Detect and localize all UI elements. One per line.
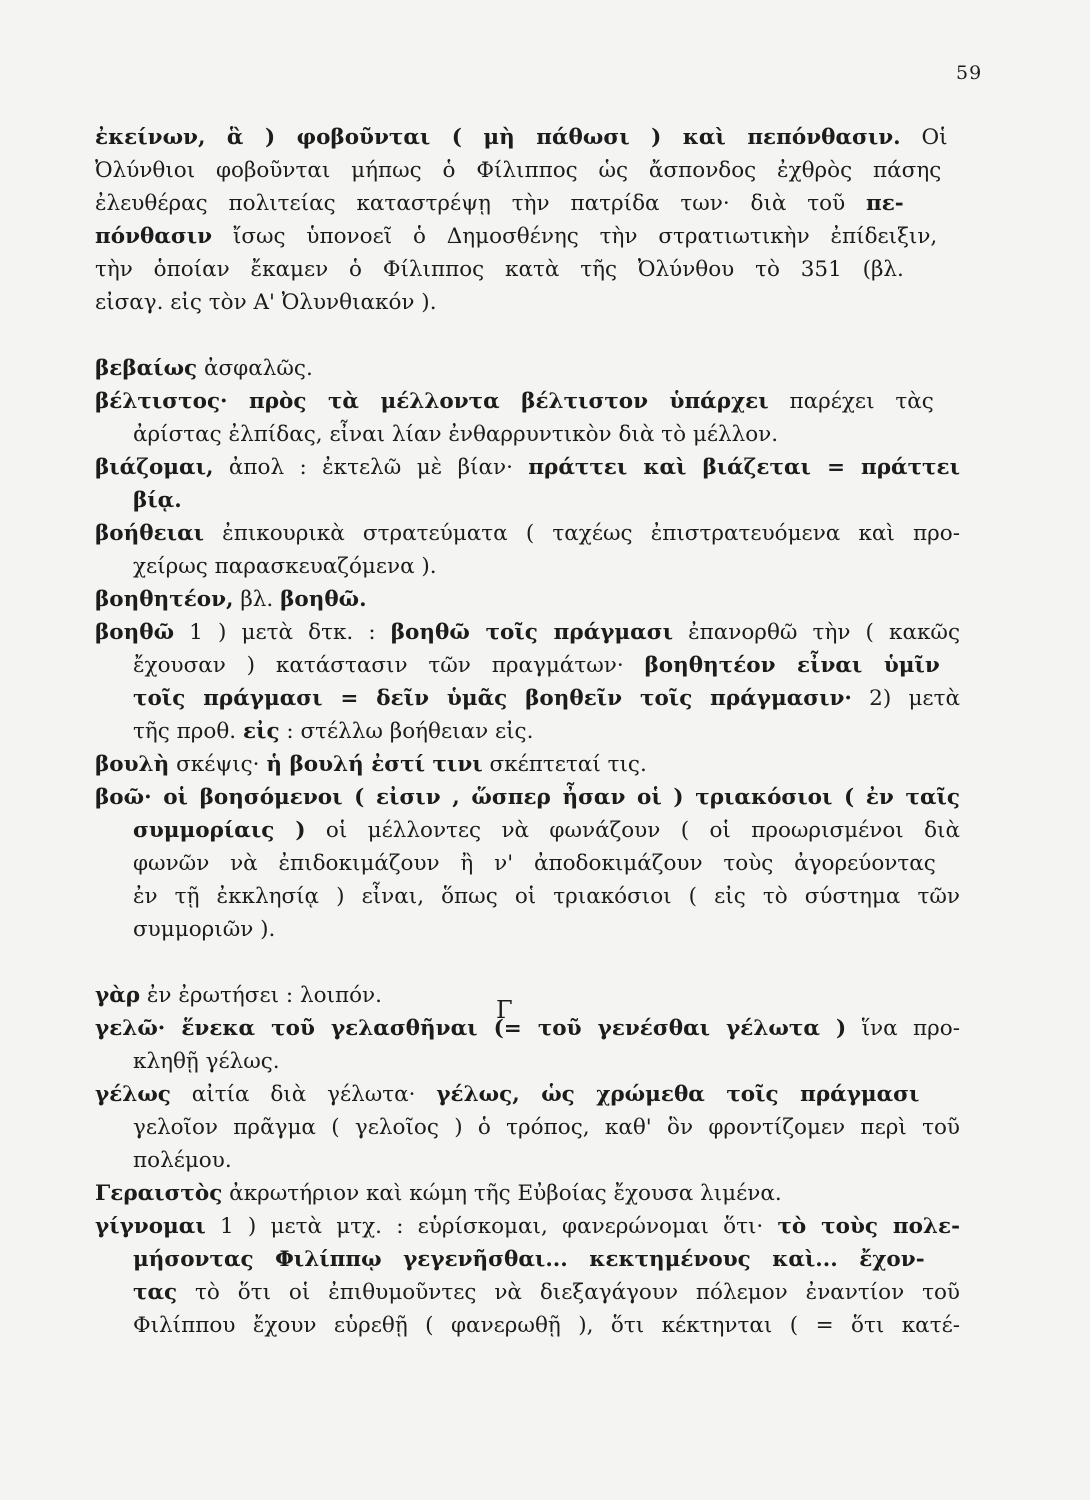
text-line (95, 254, 904, 287)
headword-text: βοηθητέον, (95, 587, 234, 612)
headword-text: βοηθητέον εἶναι ὑμῖν (644, 653, 940, 678)
text-line (133, 1244, 925, 1277)
headword-text: μήσοντας Φιλίππῳ γεγενῆσθαι... κεκτημένους καὶ... ἔχον- (133, 1247, 925, 1272)
definition-text: ἴσως ὑπονοεῖ ὁ Δημοσθένης τὴν στρατιωτικὴν ἐπίδειξιν, (212, 224, 938, 249)
definition-text: : στέλλω βοήθειαν εἰς. (279, 719, 534, 744)
definition-text: Ὀλύνθιοι φοβοῦνται μήπως ὁ Φίλιππος ὡς ἄσπονδος ἐχθρὸς πάσης (95, 158, 942, 183)
definition-text: Οἱ (900, 125, 948, 150)
section-letter: Γ (496, 996, 513, 1024)
text-line (95, 1178, 782, 1211)
text-line (133, 1046, 280, 1079)
text-line (95, 221, 937, 254)
definition-text: ἔχουσαν ) κατάστασιν τῶν πραγμάτων· (133, 653, 645, 678)
headword-text: βοηθῶ. (280, 587, 367, 612)
definition-text: ἐπικουρικὰ στρατεύματα ( ταχέως ἐπιστρατευόμενα καὶ προ- (204, 521, 960, 546)
text-line (95, 782, 960, 815)
headword-text: ἐκείνων, ἃ ) φοβοῦνται ( μὴ πάθωσι ) καὶ πεπόνθασιν. (95, 125, 901, 150)
headword-text: βοήθειαι (95, 521, 205, 546)
headword-text: πε- (866, 191, 904, 216)
definition-text: ἀπολ : ἐκτελῶ μὲ βίαν· (213, 455, 529, 480)
definition-text: χείρως παρασκευαζόμενα ). (133, 554, 437, 579)
definition-text: βλ. (233, 587, 281, 612)
text-line (133, 1277, 960, 1310)
headword-text: βοηθῶ τοῖς πράγμασι (390, 620, 673, 645)
text-line (133, 551, 437, 584)
text-line (95, 155, 941, 188)
text-line (95, 188, 904, 221)
definition-text: 1 ) μετὰ δτκ. : (174, 620, 391, 645)
page-number: 59 (956, 62, 983, 84)
text-line (133, 914, 275, 947)
definition-text: τὴν ὁποίαν ἔκαμεν ὁ Φίλιππος κατὰ τῆς Ὀλύνθου τὸ 351 (βλ. (95, 257, 904, 282)
text-line (133, 683, 960, 716)
text-line (133, 848, 936, 881)
definition-text: ἐν τῇ ἐκκλησίᾳ ) εἶναι, ὅπως οἱ τριακόσιοι ( εἰς τὸ σύστημα τῶν (133, 884, 960, 909)
headword-text: βεβαίως (95, 356, 198, 381)
headword-text: βουλὴ (95, 752, 170, 777)
definition-text: ἐν ἐρωτήσει : λοιπόν. (140, 983, 382, 1008)
headword-text: τοῖς πράγμασι = δεῖν ὑμᾶς βοηθεῖν τοῖς πράγμασιν· (133, 686, 852, 711)
text-line (95, 584, 367, 617)
text-line (95, 1013, 960, 1046)
headword-text: βίᾳ. (133, 488, 182, 513)
headword-text: πράττει καὶ βιάζεται = πράττει (528, 455, 960, 480)
text-line (95, 518, 960, 551)
definition-text: παρέχει τὰς (768, 389, 934, 414)
headword-text: γὰρ (95, 983, 141, 1008)
headword-text: βοῶ· οἱ βοησόμενοι ( εἰσιν , ὥσπερ ἦσαν οἱ ) τριακόσιοι ( ἐν ταῖς (95, 785, 960, 810)
definition-text: τῆς προθ. (133, 719, 243, 744)
text-line (133, 716, 533, 749)
definition-text: ἐλευθέρας πολιτείας καταστρέψῃ τὴν πατρίδα των· διὰ τοῦ (95, 191, 866, 216)
headword-text: τας (133, 1280, 178, 1305)
definition-text: σκέψις· (169, 752, 267, 777)
headword-text: τὸ τοὺς πολε- (777, 1214, 960, 1239)
text-line (95, 1211, 960, 1244)
text-line (95, 617, 960, 650)
definition-text: φωνῶν νὰ ἐπιδοκιμάζουν ἢ ν' ἀποδοκιμάζουν τοὺς ἀγορεύοντας (133, 851, 936, 876)
definition-text: συμμοριῶν ). (133, 917, 276, 942)
definition-text: εἰσαγ. εἰς τὸν Α' Ὀλυνθιακόν ). (95, 290, 437, 315)
headword-text: ἡ βουλή ἐστί τινι (266, 752, 483, 777)
headword-text: βέλτιστος· πρὸς τὰ μέλλοντα βέλτιστον ὑπάρχει (95, 389, 769, 414)
definition-text: ἀκρωτήριον καὶ κώμη τῆς Εὐβοίας ἔχουσα λιμένα. (222, 1181, 782, 1206)
definition-text: ἐπανορθῶ τὴν ( κακῶς (672, 620, 960, 645)
headword-text: γέλως (95, 1082, 171, 1107)
definition-text: 2) μετὰ (851, 686, 960, 711)
text-line (95, 980, 382, 1013)
text-line (133, 419, 778, 452)
text-line (133, 650, 940, 683)
definition-text: σκέπτεταί τις. (482, 752, 647, 777)
definition-text: Φιλίππου ἔχουν εὑρεθῇ ( φανερωθῇ ), ὅτι κέκτηνται ( = ὅτι κατέ- (133, 1313, 960, 1338)
text-line (95, 353, 313, 386)
definition-text: ἀσφαλῶς. (197, 356, 313, 381)
headword-text: γέλως, ὡς χρώμεθα τοῖς πράγμασι (436, 1082, 920, 1107)
definition-text: κληθῇ γέλως. (133, 1049, 280, 1074)
headword-text: πόνθασιν (95, 224, 213, 249)
headword-text: βοηθῶ (95, 620, 175, 645)
text-line (95, 287, 437, 320)
definition-text: αἰτία διὰ γέλωτα· (170, 1082, 437, 1107)
text-line (95, 122, 948, 155)
text-line (133, 1145, 232, 1178)
text-line (133, 881, 960, 914)
definition-text: 1 ) μετὰ μτχ. : εὑρίσκομαι, φανερώνομαι ὅτι· (205, 1214, 778, 1239)
headword-text: γελῶ· ἕνεκα τοῦ γελασθῆναι (= τοῦ γενέσθαι γέλωτα ) (95, 1016, 847, 1041)
headword-text: Γεραιστὸς (95, 1181, 223, 1206)
definition-text: ἀρίστας ἐλπίδας, εἶναι λίαν ἐνθαρρυντικὸν διὰ τὸ μέλλον. (133, 422, 779, 447)
definition-text: γελοῖον πρᾶγμα ( γελοῖος ) ὁ τρόπος, καθ' ὃν φροντίζομεν περὶ τοῦ (133, 1115, 960, 1140)
definition-text: πολέμου. (133, 1148, 232, 1173)
text-line (133, 1310, 960, 1343)
definition-text: τὸ ὅτι οἱ ἐπιθυμοῦντες νὰ διεξαγάγουν πόλεμον ἐναντίον τοῦ (177, 1280, 960, 1305)
text-line (133, 1112, 960, 1145)
text-line (95, 452, 960, 485)
headword-text: εἰς (242, 719, 280, 744)
text-line (95, 749, 647, 782)
headword-text: γίγνομαι (95, 1214, 206, 1239)
definition-text: ἵνα προ- (846, 1016, 960, 1041)
text-line (133, 485, 182, 518)
headword-text: συμμορίαις ) (133, 818, 306, 843)
text-line (95, 386, 934, 419)
headword-text: βιάζομαι, (95, 455, 214, 480)
definition-text: οἱ μέλλοντες νὰ φωνάζουν ( οἱ προωρισμένοι διὰ (305, 818, 961, 843)
text-line (133, 815, 960, 848)
text-line (95, 1079, 919, 1112)
